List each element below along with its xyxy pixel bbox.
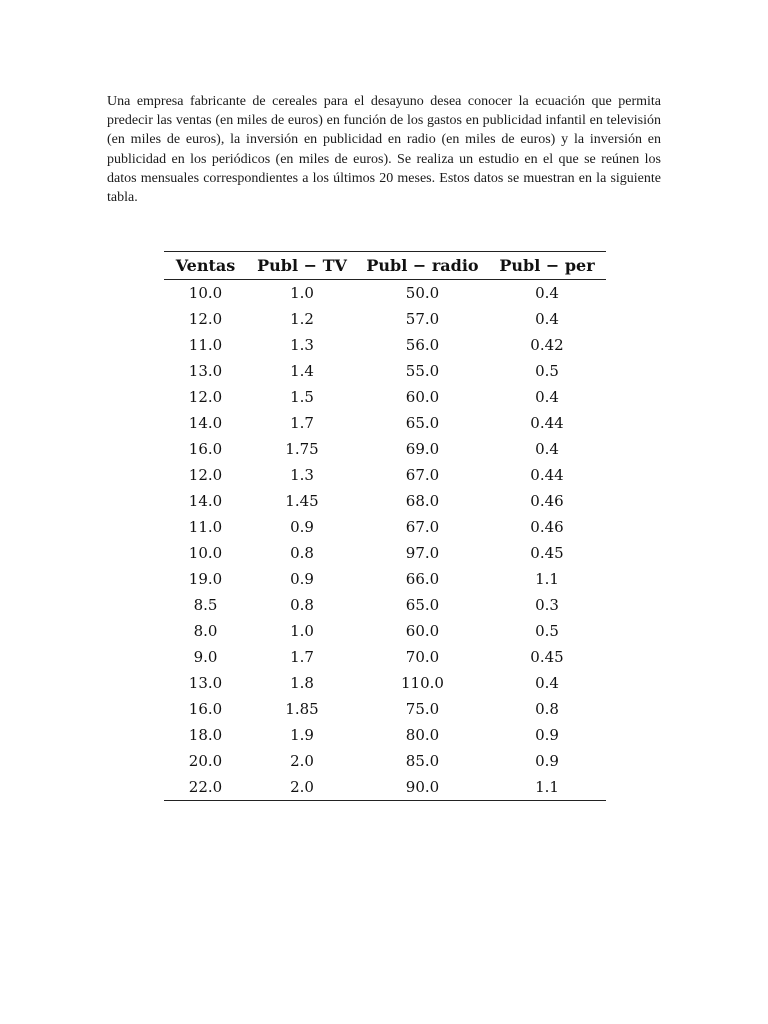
- table-row: [164, 332, 606, 358]
- table-body: [164, 280, 606, 801]
- table-row: [164, 670, 606, 696]
- table-row: [164, 306, 606, 332]
- table-header: [164, 252, 606, 280]
- cell-publ-radio: 56.0: [405, 336, 440, 354]
- cell-ventas: 14.0: [188, 414, 223, 432]
- cell-publ-radio: 75.0: [405, 700, 440, 718]
- intro-paragraph: Una empresa fabricante de cereales para el desayuno desea conocer la ecuación que permita predecir las ventas (en miles de euros) en función de los gastos en publicidad infantil en televisión (en miles de euros), la inversión en publicidad en radio (en miles de euros) y la inversión en publicidad en los periódicos (en miles de euros). Se realiza un estudio en el que se reúnen los datos mensuales correspondientes a los últimos 20 meses. Estos datos se muestran en la siguiente tabla.: [107, 94, 661, 206]
- cell-publ-per: 0.8: [535, 700, 559, 718]
- sales-data-table: [164, 251, 606, 801]
- cell-ventas: 8.0: [193, 622, 218, 640]
- cell-publ-tv: 0.9: [290, 518, 314, 536]
- cell-publ-radio: 60.0: [405, 388, 440, 406]
- column-header-ventas: Ventas: [175, 256, 236, 275]
- cell-publ-radio: 90.0: [405, 778, 440, 796]
- cell-publ-per: 0.9: [535, 726, 559, 744]
- cell-ventas: 9.0: [193, 648, 218, 666]
- cell-ventas: 12.0: [188, 310, 223, 328]
- table-row: [164, 566, 606, 592]
- cell-publ-per: 0.5: [535, 362, 559, 380]
- column-header-publ-radio: Publ − radio: [366, 256, 479, 275]
- cell-ventas: 13.0: [188, 362, 223, 380]
- cell-publ-per: 0.42: [530, 336, 564, 354]
- column-header-publ-per: Publ − per: [499, 256, 595, 275]
- table-row: [164, 384, 606, 410]
- cell-ventas: 10.0: [188, 544, 223, 562]
- cell-ventas: 10.0: [188, 284, 223, 302]
- cell-publ-tv: 1.0: [290, 622, 314, 640]
- cell-publ-tv: 1.5: [290, 388, 314, 406]
- cell-publ-per: 0.46: [530, 492, 564, 510]
- cell-ventas: 11.0: [188, 518, 223, 536]
- cell-publ-per: 0.44: [530, 466, 564, 484]
- cell-ventas: 16.0: [188, 700, 223, 718]
- cell-publ-per: 0.44: [530, 414, 564, 432]
- cell-publ-radio: 65.0: [405, 414, 440, 432]
- cell-publ-radio: 80.0: [405, 726, 440, 744]
- cell-publ-radio: 97.0: [405, 544, 440, 562]
- cell-publ-per: 0.4: [535, 310, 559, 328]
- cell-ventas: 11.0: [188, 336, 223, 354]
- cell-publ-tv: 2.0: [290, 778, 314, 796]
- cell-publ-radio: 68.0: [405, 492, 440, 510]
- cell-publ-tv: 1.7: [290, 414, 314, 432]
- cell-publ-per: 0.3: [535, 596, 559, 614]
- cell-ventas: 8.5: [193, 596, 218, 614]
- table-row: [164, 592, 606, 618]
- cell-publ-tv: 1.7: [290, 648, 314, 666]
- cell-publ-per: 0.4: [535, 674, 559, 692]
- cell-publ-tv: 0.8: [290, 596, 314, 614]
- cell-ventas: 18.0: [188, 726, 223, 744]
- table-row: [164, 410, 606, 436]
- cell-publ-radio: 60.0: [405, 622, 440, 640]
- cell-publ-radio: 70.0: [405, 648, 440, 666]
- cell-ventas: 12.0: [188, 466, 223, 484]
- table-row: [164, 696, 606, 722]
- cell-publ-per: 0.5: [535, 622, 559, 640]
- cell-publ-per: 0.4: [535, 388, 559, 406]
- cell-publ-tv: 1.2: [290, 310, 314, 328]
- cell-publ-tv: 1.45: [285, 492, 319, 510]
- cell-ventas: 20.0: [188, 752, 223, 770]
- cell-publ-per: 0.9: [535, 752, 559, 770]
- table-row: [164, 436, 606, 462]
- cell-ventas: 13.0: [188, 674, 223, 692]
- cell-publ-radio: 57.0: [405, 310, 440, 328]
- cell-ventas: 14.0: [188, 492, 223, 510]
- cell-publ-tv: 1.85: [285, 700, 319, 718]
- cell-publ-radio: 67.0: [405, 518, 440, 536]
- cell-publ-radio: 65.0: [405, 596, 440, 614]
- table-row: [164, 644, 606, 670]
- table-row: [164, 722, 606, 748]
- cell-publ-tv: 2.0: [290, 752, 314, 770]
- cell-ventas: 19.0: [188, 570, 223, 588]
- cell-publ-radio: 55.0: [405, 362, 440, 380]
- column-header-publ-tv: Publ − TV: [257, 256, 347, 275]
- table-row: [164, 774, 606, 801]
- table-row: [164, 514, 606, 540]
- table-row: [164, 618, 606, 644]
- cell-publ-tv: 0.9: [290, 570, 314, 588]
- cell-ventas: 22.0: [188, 778, 223, 796]
- cell-publ-per: 0.45: [530, 544, 564, 562]
- cell-publ-per: 0.4: [535, 284, 559, 302]
- cell-publ-radio: 85.0: [405, 752, 440, 770]
- table-row: [164, 748, 606, 774]
- table-row: [164, 462, 606, 488]
- table-row: [164, 540, 606, 566]
- table-row: [164, 488, 606, 514]
- cell-publ-radio: 66.0: [405, 570, 440, 588]
- cell-publ-per: 1.1: [535, 570, 559, 588]
- cell-ventas: 16.0: [188, 440, 223, 458]
- cell-publ-radio: 67.0: [405, 466, 440, 484]
- cell-publ-tv: 1.8: [290, 674, 314, 692]
- cell-publ-tv: 1.75: [285, 440, 319, 458]
- cell-publ-per: 0.46: [530, 518, 564, 536]
- cell-publ-per: 1.1: [535, 778, 559, 796]
- cell-publ-tv: 1.3: [290, 466, 314, 484]
- cell-publ-tv: 1.9: [290, 726, 314, 744]
- table-row: [164, 280, 606, 307]
- cell-publ-radio: 69.0: [405, 440, 440, 458]
- table-row: [164, 358, 606, 384]
- cell-publ-radio: 50.0: [405, 284, 440, 302]
- cell-publ-tv: 1.4: [290, 362, 314, 380]
- cell-ventas: 12.0: [188, 388, 223, 406]
- cell-publ-tv: 0.8: [290, 544, 314, 562]
- header-row: [164, 252, 606, 280]
- cell-publ-radio: 110.0: [401, 674, 444, 692]
- cell-publ-tv: 1.0: [290, 284, 314, 302]
- cell-publ-per: 0.45: [530, 648, 564, 666]
- cell-publ-per: 0.4: [535, 440, 559, 458]
- cell-publ-tv: 1.3: [290, 336, 314, 354]
